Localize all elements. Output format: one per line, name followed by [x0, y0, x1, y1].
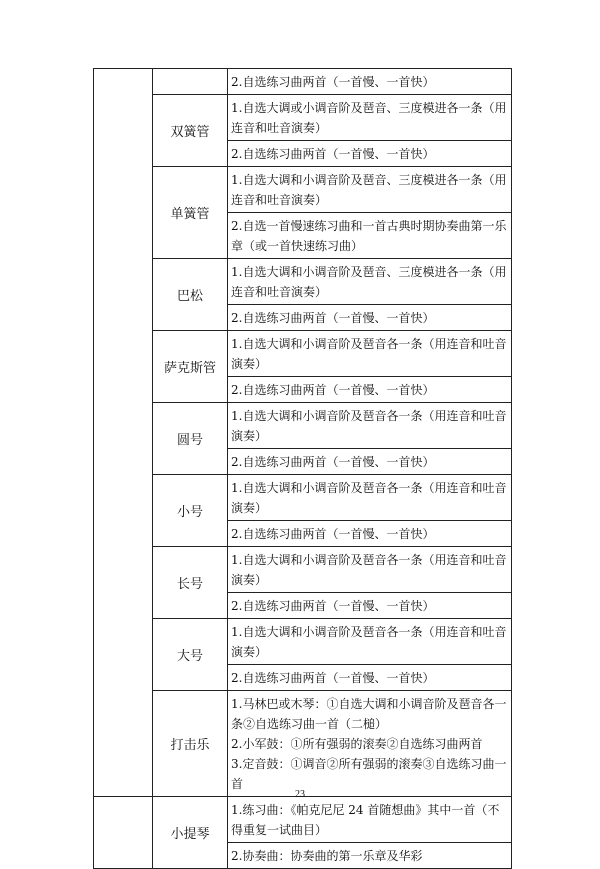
requirement-item — [228, 665, 512, 691]
table-row — [94, 331, 512, 377]
instrument-name: 打击乐 — [153, 691, 228, 797]
requirement-line: 2.小军鼓：①所有强弱的滚奏②自选练习曲两首 — [231, 737, 483, 751]
instrument-name: 双簧管 — [153, 95, 228, 167]
table-row — [94, 95, 512, 141]
requirement-line: 1.自选大调或小调音阶及琶音、三度模进各一条（用连音和吐音演奏） — [231, 101, 507, 135]
requirement-item — [228, 593, 512, 619]
requirement-line: 1.练习曲：《帕克尼尼 24 首随想曲》其中一首（不得重复一试曲目） — [231, 803, 500, 837]
instrument-name: 小提琴 — [153, 797, 228, 869]
category-cell — [94, 69, 153, 797]
requirement-line: 1.自选大调和小调音阶及琶音各一条（用连音和吐音演奏） — [231, 625, 507, 659]
requirement-item — [228, 69, 512, 95]
requirement-line: 2.自选一首慢速练习曲和一首古典时期协奏曲第一乐章（或一首快速练习曲） — [231, 219, 507, 253]
instrument-name: 大号 — [153, 619, 228, 691]
instrument-name: 小号 — [153, 475, 228, 547]
page-number: 23 — [295, 789, 305, 800]
table-row — [94, 619, 512, 665]
table-row — [94, 259, 512, 305]
instrument-name: 单簧管 — [153, 167, 228, 259]
instrument-name: 萨克斯管 — [153, 331, 228, 403]
requirement-item — [228, 331, 512, 377]
requirement-item — [228, 475, 512, 521]
requirement-item — [228, 547, 512, 593]
requirement-item — [228, 259, 512, 305]
requirement-item — [228, 403, 512, 449]
requirement-line: 1.自选大调和小调音阶及琶音、三度模进各一条（用连音和吐音演奏） — [231, 173, 507, 207]
requirement-item — [228, 167, 512, 213]
requirement-line: 1.自选大调和小调音阶及琶音各一条（用连音和吐音演奏） — [231, 409, 507, 443]
instrument-name: 长号 — [153, 547, 228, 619]
requirement-line: 3.定音鼓：①调音②所有强弱的滚奏③自选练习曲一首 — [231, 757, 507, 791]
requirement-item — [228, 377, 512, 403]
requirement-line: 2.自选练习曲两首（一首慢、一首快） — [231, 671, 435, 685]
requirement-line: 2.自选练习曲两首（一首慢、一首快） — [231, 75, 435, 89]
instrument-name — [153, 69, 228, 95]
table-row — [94, 69, 512, 95]
instrument-name: 巴松 — [153, 259, 228, 331]
requirement-line: 2.自选练习曲两首（一首慢、一首快） — [231, 147, 435, 161]
category-cell — [94, 797, 153, 869]
requirement-item — [228, 521, 512, 547]
table-row — [94, 403, 512, 449]
requirement-item — [228, 95, 512, 141]
requirement-line: 1.马林巴或木琴：①自选大调和小调音阶及琶音各一条②自选练习曲一首（二槌） — [231, 697, 507, 731]
table-row — [94, 691, 512, 797]
requirement-line: 2.自选练习曲两首（一首慢、一首快） — [231, 383, 435, 397]
requirement-line: 2.自选练习曲两首（一首慢、一首快） — [231, 311, 435, 325]
table-row — [94, 797, 512, 843]
requirement-item — [228, 797, 512, 843]
requirement-item — [228, 305, 512, 331]
exam-requirements-table — [93, 68, 512, 869]
requirement-line: 1.自选大调和小调音阶及琶音各一条（用连音和吐音演奏） — [231, 481, 507, 515]
table-row — [94, 475, 512, 521]
requirement-line: 2.自选练习曲两首（一首慢、一首快） — [231, 527, 435, 541]
requirement-line: 1.自选大调和小调音阶及琶音各一条（用连音和吐音演奏） — [231, 337, 507, 371]
requirement-item — [228, 213, 512, 259]
instrument-name: 圆号 — [153, 403, 228, 475]
requirement-item — [228, 619, 512, 665]
requirement-line: 2.自选练习曲两首（一首慢、一首快） — [231, 455, 435, 469]
table-row — [94, 547, 512, 593]
requirement-item — [228, 449, 512, 475]
requirement-line: 2.协奏曲：协奏曲的第一乐章及华彩 — [231, 849, 423, 863]
requirement-line: 1.自选大调和小调音阶及琶音、三度模进各一条（用连音和吐音演奏） — [231, 265, 507, 299]
requirement-item — [228, 691, 512, 797]
requirement-item — [228, 843, 512, 869]
requirement-line: 2.自选练习曲两首（一首慢、一首快） — [231, 599, 435, 613]
requirement-line: 1.自选大调和小调音阶及琶音各一条（用连音和吐音演奏） — [231, 553, 507, 587]
table-row — [94, 167, 512, 213]
requirement-item — [228, 141, 512, 167]
